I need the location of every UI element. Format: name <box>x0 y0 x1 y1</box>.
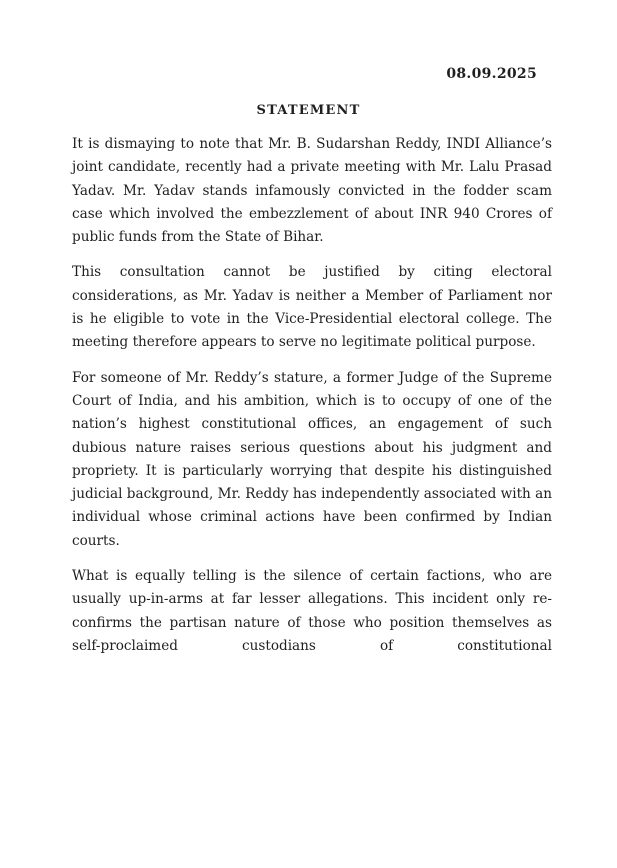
paragraph-3: For someone of Mr. Reddy’s stature, a former Judge of the Supreme Court of India, and his ambition, which is to occupy of one of the nation’s highest constitutional offices, an engagement of such dubious nature raises serious questions about his judgment and propriety. It is particularly worrying that despite his distinguished judicial background, Mr. Reddy has independently associated with an individual whose criminal actions have been confirmed by Indian courts. <box>72 369 552 549</box>
statement-date: 08.09.2025 <box>446 66 537 82</box>
statement-body <box>72 133 552 670</box>
paragraph-2: This consultation cannot be justified by citing electoral considerations, as Mr. Yadav is neither a Member of Parliament nor is he eligible to vote in the Vice-Presidential electoral college. The meeting therefore appears to serve no legitimate political purpose. <box>72 264 552 351</box>
paragraph-4: What is equally telling is the silence of certain factions, who are usually up-in-arms at far lesser allegations. This incident only re-confirms the partisan nature of those who position themselves as self-proclaimed custodians of constitutional <box>72 568 552 654</box>
statement-title: STATEMENT <box>256 103 361 118</box>
paragraph-1: It is dismaying to note that Mr. B. Sudarshan Reddy, INDI Alliance’s joint candidate, recently had a private meeting with Mr. Lalu Prasad Yadav. Mr. Yadav stands infamously convicted in the fodder scam case which involved the embezzlement of about INR 940 Crores of public funds from the State of Bihar. <box>72 136 552 246</box>
